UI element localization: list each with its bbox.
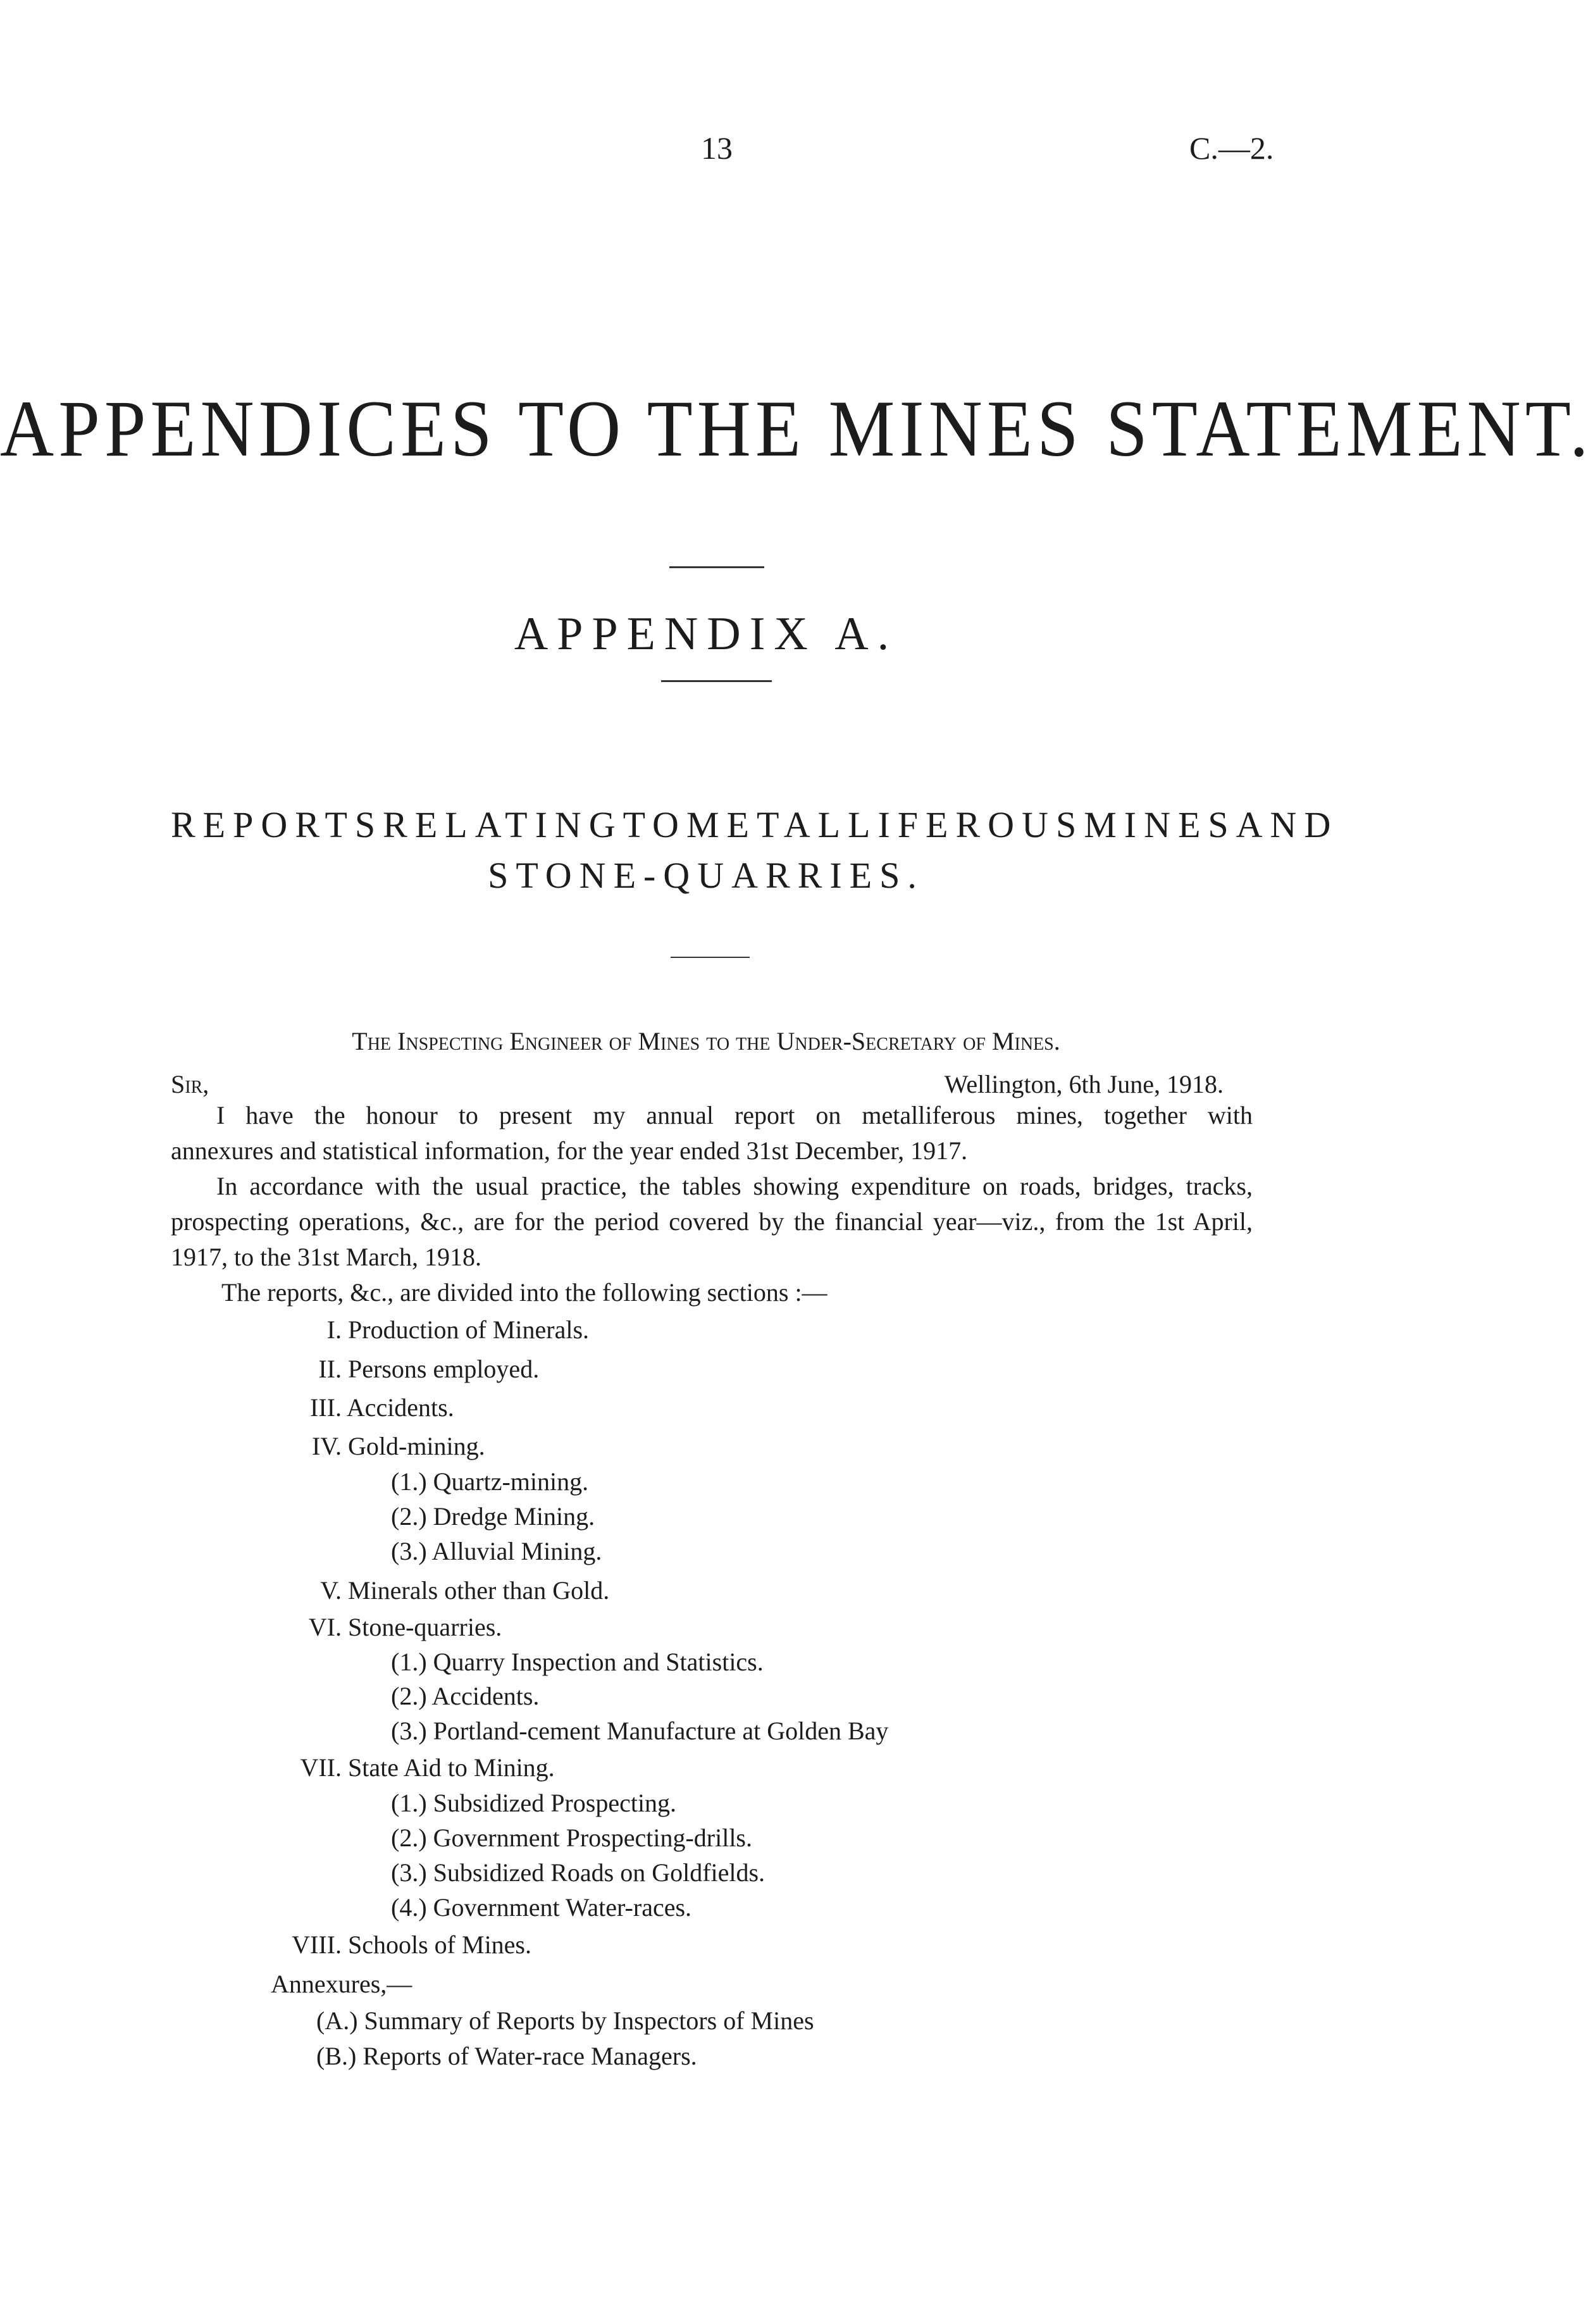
section-label: Portland-cement Manufacture at Golden Bay: [433, 1717, 889, 1745]
section-number: (1.): [391, 1648, 427, 1676]
text-span: I have the honour to present my annual report on metalliferous mines, together with: [216, 1101, 1253, 1129]
section-number: VIII.: [292, 1930, 342, 1959]
section-number: (2.): [391, 1502, 427, 1531]
section-number: II.: [318, 1355, 342, 1383]
list-item: [272, 1612, 502, 1642]
section-label: Government Prospecting-drills.: [433, 1824, 752, 1852]
page-title: APPENDICES TO THE MINES STATEMENT.: [0, 383, 1593, 474]
section-number: (3.): [391, 1858, 427, 1887]
annexure-number: (B.): [316, 2042, 357, 2070]
section-label: State Aid to Mining.: [348, 1753, 555, 1782]
list-item: [272, 1930, 531, 1960]
section-number: (3.): [391, 1717, 427, 1745]
salutation: Sir,: [171, 1070, 209, 1098]
paragraph: [171, 1098, 1253, 1169]
text-span: In accordance with the usual practice, the tables showing expenditure on roads, bridges, tracks,: [216, 1172, 1253, 1200]
heading-word: MINES: [1084, 804, 1236, 845]
list-item: [272, 1354, 539, 1384]
page-number: 13: [701, 130, 733, 166]
text-line: [171, 1098, 1253, 1133]
list-item: [391, 1892, 691, 1922]
section-label: Persons employed.: [348, 1355, 540, 1383]
section-number: (2.): [391, 1824, 427, 1852]
place-date: Wellington, 6th June, 1918.: [944, 1070, 1224, 1098]
text-line: [171, 1169, 1253, 1204]
divider: [669, 566, 764, 568]
annexure-label: Summary of Reports by Inspectors of Mines: [364, 2006, 814, 2035]
section-label: Subsidized Roads on Goldfields.: [433, 1858, 766, 1887]
section-label: Dredge Mining.: [433, 1502, 595, 1531]
list-item: [272, 1575, 609, 1605]
paper-code: C.—2.: [1189, 130, 1274, 166]
text-line: prospecting operations, &c., are for the period covered by the financial year—viz., from the 1st April,: [171, 1207, 1253, 1236]
list-item: [272, 1753, 555, 1782]
section-number: VII.: [300, 1753, 342, 1782]
section-label: Stone-quarries.: [348, 1613, 502, 1641]
list-item: [272, 1431, 485, 1461]
heading-word: RELATING: [383, 804, 623, 845]
section-number: VI.: [308, 1613, 342, 1641]
paragraph: [171, 1169, 1253, 1275]
section-number: (2.): [391, 1682, 427, 1710]
letter-address: The Inspecting Engineer of Mines to the Under-Secretary of Mines.: [352, 1027, 1060, 1055]
annexure-item: [316, 2041, 697, 2071]
heading-word: REPORTS: [171, 804, 383, 845]
section-label: Alluvial Mining.: [431, 1537, 602, 1565]
section-label: Schools of Mines.: [348, 1930, 531, 1959]
section-label: Subsidized Prospecting.: [433, 1789, 677, 1817]
list-item: [391, 1858, 765, 1887]
list-item: [391, 1467, 588, 1496]
section-number: I.: [326, 1315, 342, 1344]
section-label: Production of Minerals.: [348, 1315, 590, 1344]
section-label: Accidents.: [431, 1682, 540, 1710]
text-line: The reports, &c., are divided into the following sections :—: [221, 1278, 827, 1307]
section-number: (1.): [391, 1467, 427, 1496]
section-number: (3.): [391, 1537, 427, 1565]
divider: [671, 957, 750, 958]
section-number: (1.): [391, 1789, 427, 1817]
section-label: Minerals other than Gold.: [348, 1576, 610, 1605]
list-item: [391, 1823, 752, 1853]
annexure-label: Reports of Water-race Managers.: [363, 2042, 697, 2070]
appendix-heading: APPENDIX A.: [514, 608, 898, 660]
heading-word: AND: [1236, 804, 1339, 845]
section-number: IV.: [311, 1432, 342, 1460]
list-item: [272, 1315, 589, 1345]
text-line: annexures and statistical information, for the year ended 31st December, 1917.: [171, 1136, 968, 1165]
list-item: [391, 1788, 676, 1818]
text-line: 1917, to the 31st March, 1918.: [171, 1243, 482, 1271]
section-label: Accidents.: [346, 1393, 454, 1422]
heading-word: TO: [623, 804, 686, 845]
section-number: V.: [320, 1576, 342, 1605]
list-item: [272, 1393, 454, 1422]
list-item: [391, 1681, 539, 1711]
annexure-item: [316, 2006, 814, 2035]
heading-word: METALLIFEROUS: [686, 804, 1084, 845]
section-number: (4.): [391, 1893, 427, 1922]
list-item: [391, 1536, 602, 1566]
reports-heading-line1: [171, 804, 1339, 846]
section-label: Gold-mining.: [348, 1432, 485, 1460]
section-label: Government Water-races.: [433, 1893, 692, 1922]
list-item: [391, 1501, 595, 1531]
annexure-number: (A.): [316, 2006, 358, 2035]
section-label: Quartz-mining.: [433, 1467, 589, 1496]
section-number: III.: [310, 1393, 342, 1422]
section-label: Quarry Inspection and Statistics.: [433, 1648, 764, 1676]
list-item: [391, 1716, 888, 1746]
paragraph: [171, 1275, 1253, 1310]
annexures-heading: Annexures,—: [271, 1970, 412, 1998]
divider: [661, 680, 772, 682]
reports-heading-line2: STONE-QUARRIES.: [488, 855, 924, 896]
list-item: [391, 1647, 764, 1677]
